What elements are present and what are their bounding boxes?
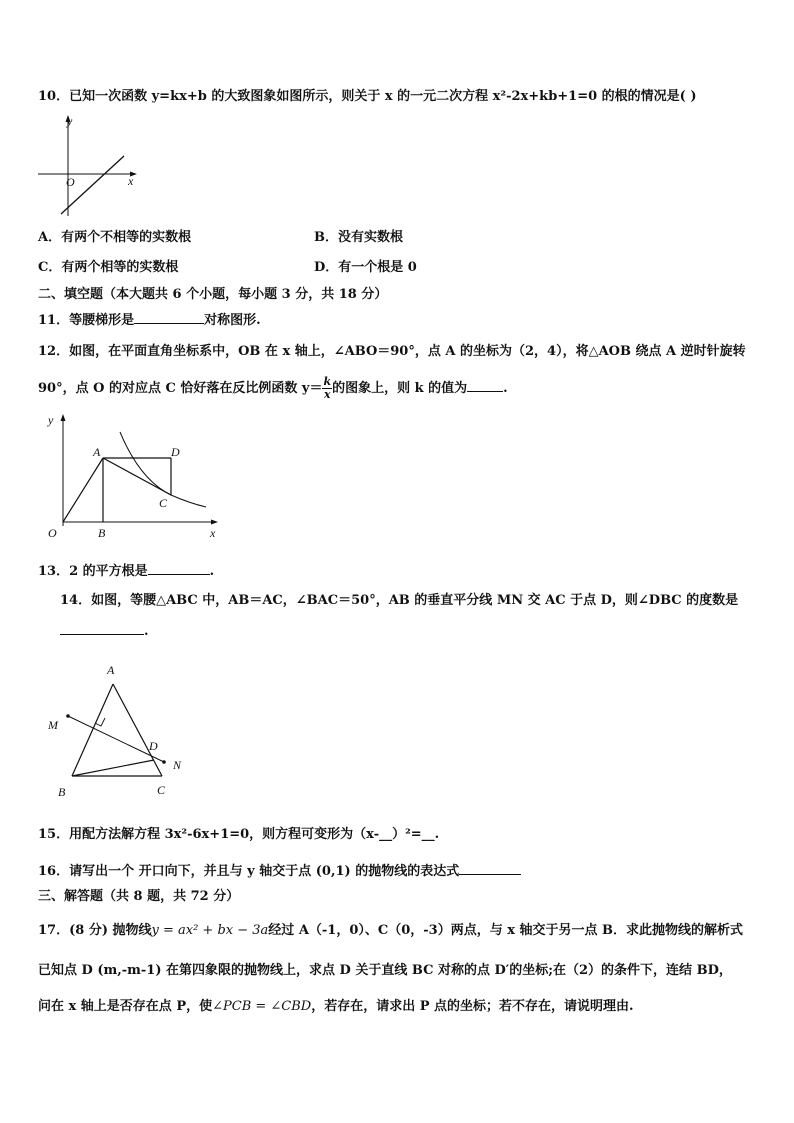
q16-blank <box>459 862 521 875</box>
q12-line2-post: 的图象上，则 k 的值为 <box>332 381 468 396</box>
q14-fig-c: C <box>157 783 166 797</box>
q13-blank <box>148 562 210 575</box>
q10-fig-x: x <box>128 174 134 188</box>
q17-line3-post: ，若存在，请求出 P 点的坐标；若不存在，请说明理由. <box>311 999 634 1014</box>
q10-option-b: B．没有实数根 <box>314 230 403 245</box>
q14-blank <box>60 622 144 635</box>
q10-option-c: C．有两个相等的实数根 <box>38 260 179 275</box>
q12-figure <box>44 410 226 540</box>
q12-fig-y: y <box>48 413 54 427</box>
q14-line2 <box>60 622 149 641</box>
q12-fig-o: O <box>48 526 57 540</box>
q14-fig-b: B <box>58 785 66 799</box>
q10-fig-o: O <box>66 175 75 189</box>
q12-line2-pre: 90°，点 O 的对应点 C 恰好落在反比例函数 y＝ <box>38 381 323 396</box>
q17-line1-post: 经过 A（-1，0）、C（0，-3）两点，与 x 轴交于另一点 B．求此抛物线的解析式 <box>268 923 744 938</box>
section-2-heading: 二、填空题（本大题共 6 个小题，每小题 3 分，共 18 分） <box>38 287 388 302</box>
q15: 15．用配方法解方程 3x²-6x+1=0，则方程可变形为（x-__）²=__. <box>38 827 440 842</box>
q14-end: . <box>144 624 149 639</box>
q12-line2 <box>38 376 508 401</box>
q14-fig-m: M <box>48 718 58 732</box>
q10-option-d: D．有一个根是 0 <box>314 260 417 275</box>
q12-frac-numerator: k <box>323 375 332 388</box>
q14-line1: 14．如图，等腰△ABC 中，AB＝AC，∠BAC＝50°，AB 的垂直平分线 MN 交 AC 于点 D，则∠DBC 的度数是 <box>60 593 739 608</box>
q17-angle-formula: ∠PCB = ∠CBD <box>212 999 312 1014</box>
q14-fig-a: A <box>107 663 115 677</box>
q13 <box>38 562 214 581</box>
q13-text-post: . <box>209 564 215 579</box>
q10-fig-y: y <box>67 114 73 128</box>
q14-fig-n: N <box>173 758 182 772</box>
q11 <box>38 311 261 330</box>
q12-line2-end: . <box>503 381 508 396</box>
q14-fig-d: D <box>149 739 158 753</box>
q12-line1: 12．如图，在平面直角坐标系中，OB 在 x 轴上，∠ABO＝90°，点 A 的坐标为（2，4），将△AOB 绕点 A 逆时针旋转 <box>38 344 746 359</box>
q17-line3-pre: 问在 x 轴上是否存在点 P，使 <box>38 999 213 1014</box>
q14-figure <box>44 656 194 804</box>
q12-fig-a: A <box>93 445 101 459</box>
q17-line2: 已知点 D (m,-m-1) 在第四象限的抛物线上，求点 D 关于直线 BC 对称的点 D′的坐标;在（2）的条件下，连结 BD， <box>38 963 732 978</box>
q17-line1 <box>38 922 743 940</box>
q10-option-a: A．有两个不相等的实数根 <box>38 230 192 245</box>
q16 <box>38 862 521 881</box>
q17-line3 <box>38 998 634 1016</box>
q12-fig-c: C <box>159 496 168 510</box>
q11-text-post: 对称图形. <box>204 313 261 328</box>
q10-stem: 10．已知一次函数 y=kx+b 的大致图象如图所示，则关于 x 的一元二次方程 x²-2x+kb+1=0 的根的情况是( ) <box>38 89 697 104</box>
q12-fig-b: B <box>98 526 106 540</box>
q11-blank <box>134 311 204 324</box>
q16-text-pre: 16．请写出一个 开口向下，并且与 y 轴交于点 (0,1) 的抛物线的表达式 <box>38 864 460 879</box>
q12-fraction <box>322 376 332 401</box>
q12-frac-denominator: x <box>323 388 331 401</box>
q17-formula: y = ax² + bx − 3a <box>151 923 269 938</box>
q17-line1-pre: 17．(8 分) 抛物线 <box>38 923 152 938</box>
section-3-heading: 三、解答题（共 8 题，共 72 分） <box>38 889 240 904</box>
q11-text-pre: 11．等腰梯形是 <box>38 313 135 328</box>
q12-fig-d: D <box>171 445 180 459</box>
q10-figure <box>36 112 146 222</box>
q12-blank <box>467 379 503 392</box>
q12-fig-x: x <box>210 526 216 540</box>
q13-text-pre: 13．2 的平方根是 <box>38 564 148 579</box>
